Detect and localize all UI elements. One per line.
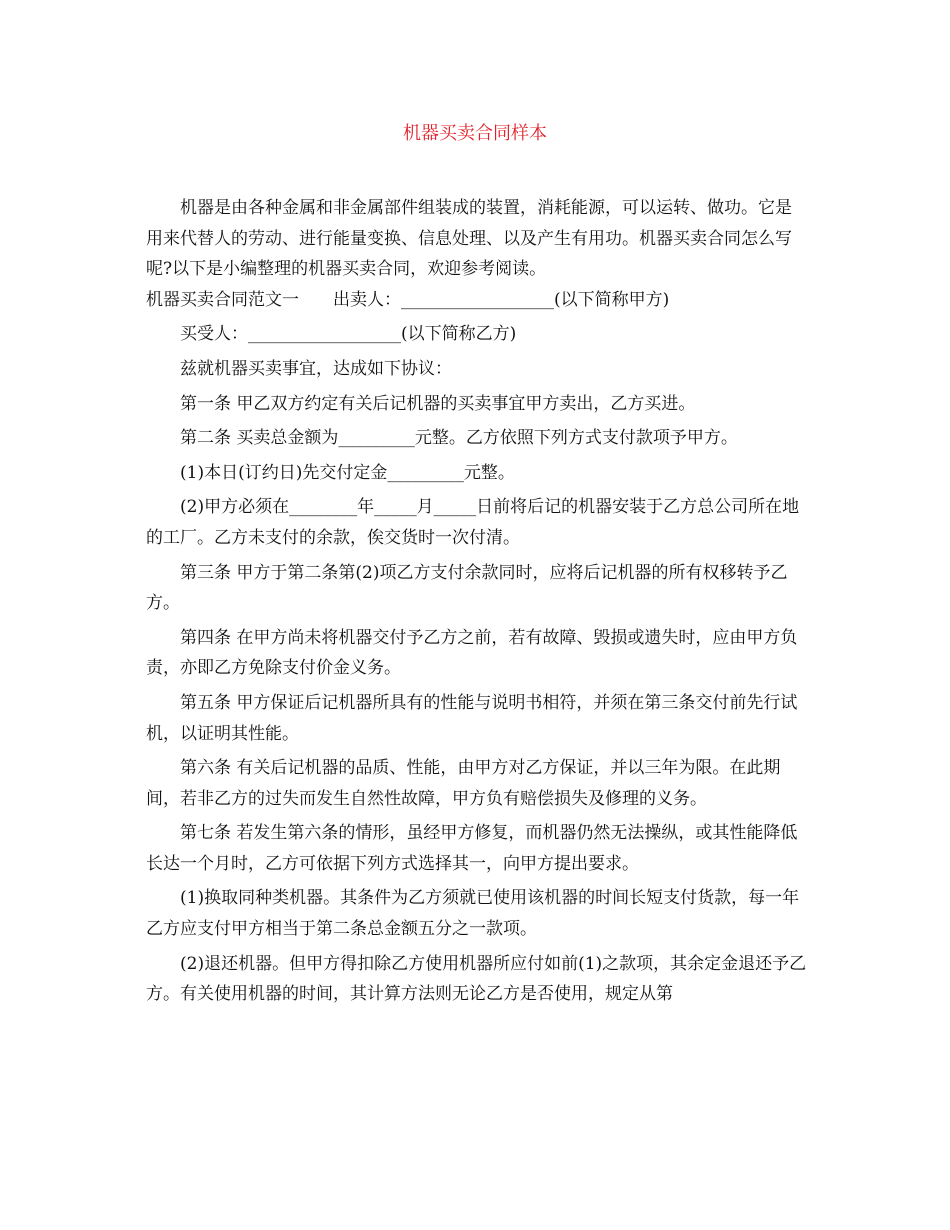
article-6: 第六条 有关后记机器的品质、性能，由甲方对乙方保证，并以三年为限。在此期间，若非乙方的过失而发生自然性故障，甲方负有赔偿损失及修理的义务。: [146, 758, 781, 809]
document-title: 机器买卖合同样本: [403, 123, 547, 144]
intro-paragraph: 机器是由各种金属和非金属部件组装成的装置，消耗能源，可以运转、做功。它是用来代替人的劳动、进行能量变换、信息处理、以及产生有用功。机器买卖合同怎么写呢?以下是小编整理的机器买卖合同，欢迎参考阅读。: [146, 198, 792, 280]
article-2-item-1: (1)本日(订约日)先交付定金_________元整。: [180, 462, 515, 483]
article-1: 第一条 甲乙双方约定有关后记机器的买卖事宜甲方卖出，乙方买进。: [180, 393, 696, 414]
document-body: [146, 193, 808, 1010]
sample-heading-seller-line: 机器买卖合同范文一 出卖人：__________________(以下简称甲方): [146, 289, 670, 310]
article-7: 第七条 若发生第六条的情形，虽经甲方修复，而机器仍然无法操纵，或其性能降低长达一个月时，乙方可依据下列方式选择其一，向甲方提出要求。: [146, 823, 798, 874]
article-7-item-2: (2)退还机器。但甲方得扣除乙方使用机器所应付如前(1)之款项，其余定金退还予乙方。有关使用机器的时间，其计算方法则无论乙方是否使用，规定从第: [146, 953, 807, 1005]
article-3: 第三条 甲方于第二条第(2)项乙方支付余款同时，应将后记机器的所有权移转予乙方。: [146, 562, 788, 614]
agreement-preamble: 兹就机器买卖事宜，达成如下协议：: [180, 358, 452, 379]
article-2: 第二条 买卖总金额为_________元整。乙方依照下列方式支付款项予甲方。: [180, 428, 738, 449]
article-5: 第五条 甲方保证后记机器所具有的性能与说明书相符，并须在第三条交付前先行试机，以证明其性能。: [146, 692, 798, 744]
article-4: 第四条 在甲方尚未将机器交付予乙方之前，若有故障、毁损或遗失时，应由甲方负责，亦即乙方免除支付价金义务。: [146, 627, 798, 679]
article-7-item-1: (1)换取同种类机器。其条件为乙方须就已使用该机器的时间长短支付货款，每一年乙方应支付甲方相当于第二条总金额五分之一款项。: [146, 888, 800, 940]
buyer-line: 买受人：__________________(以下简称乙方): [180, 324, 517, 345]
article-2-item-2: (2)甲方必须在________年_____月_____日前将后记的机器安装于乙方总公司所在地的工厂。乙方未支付的余款，俟交货时一次付清。: [146, 497, 800, 548]
